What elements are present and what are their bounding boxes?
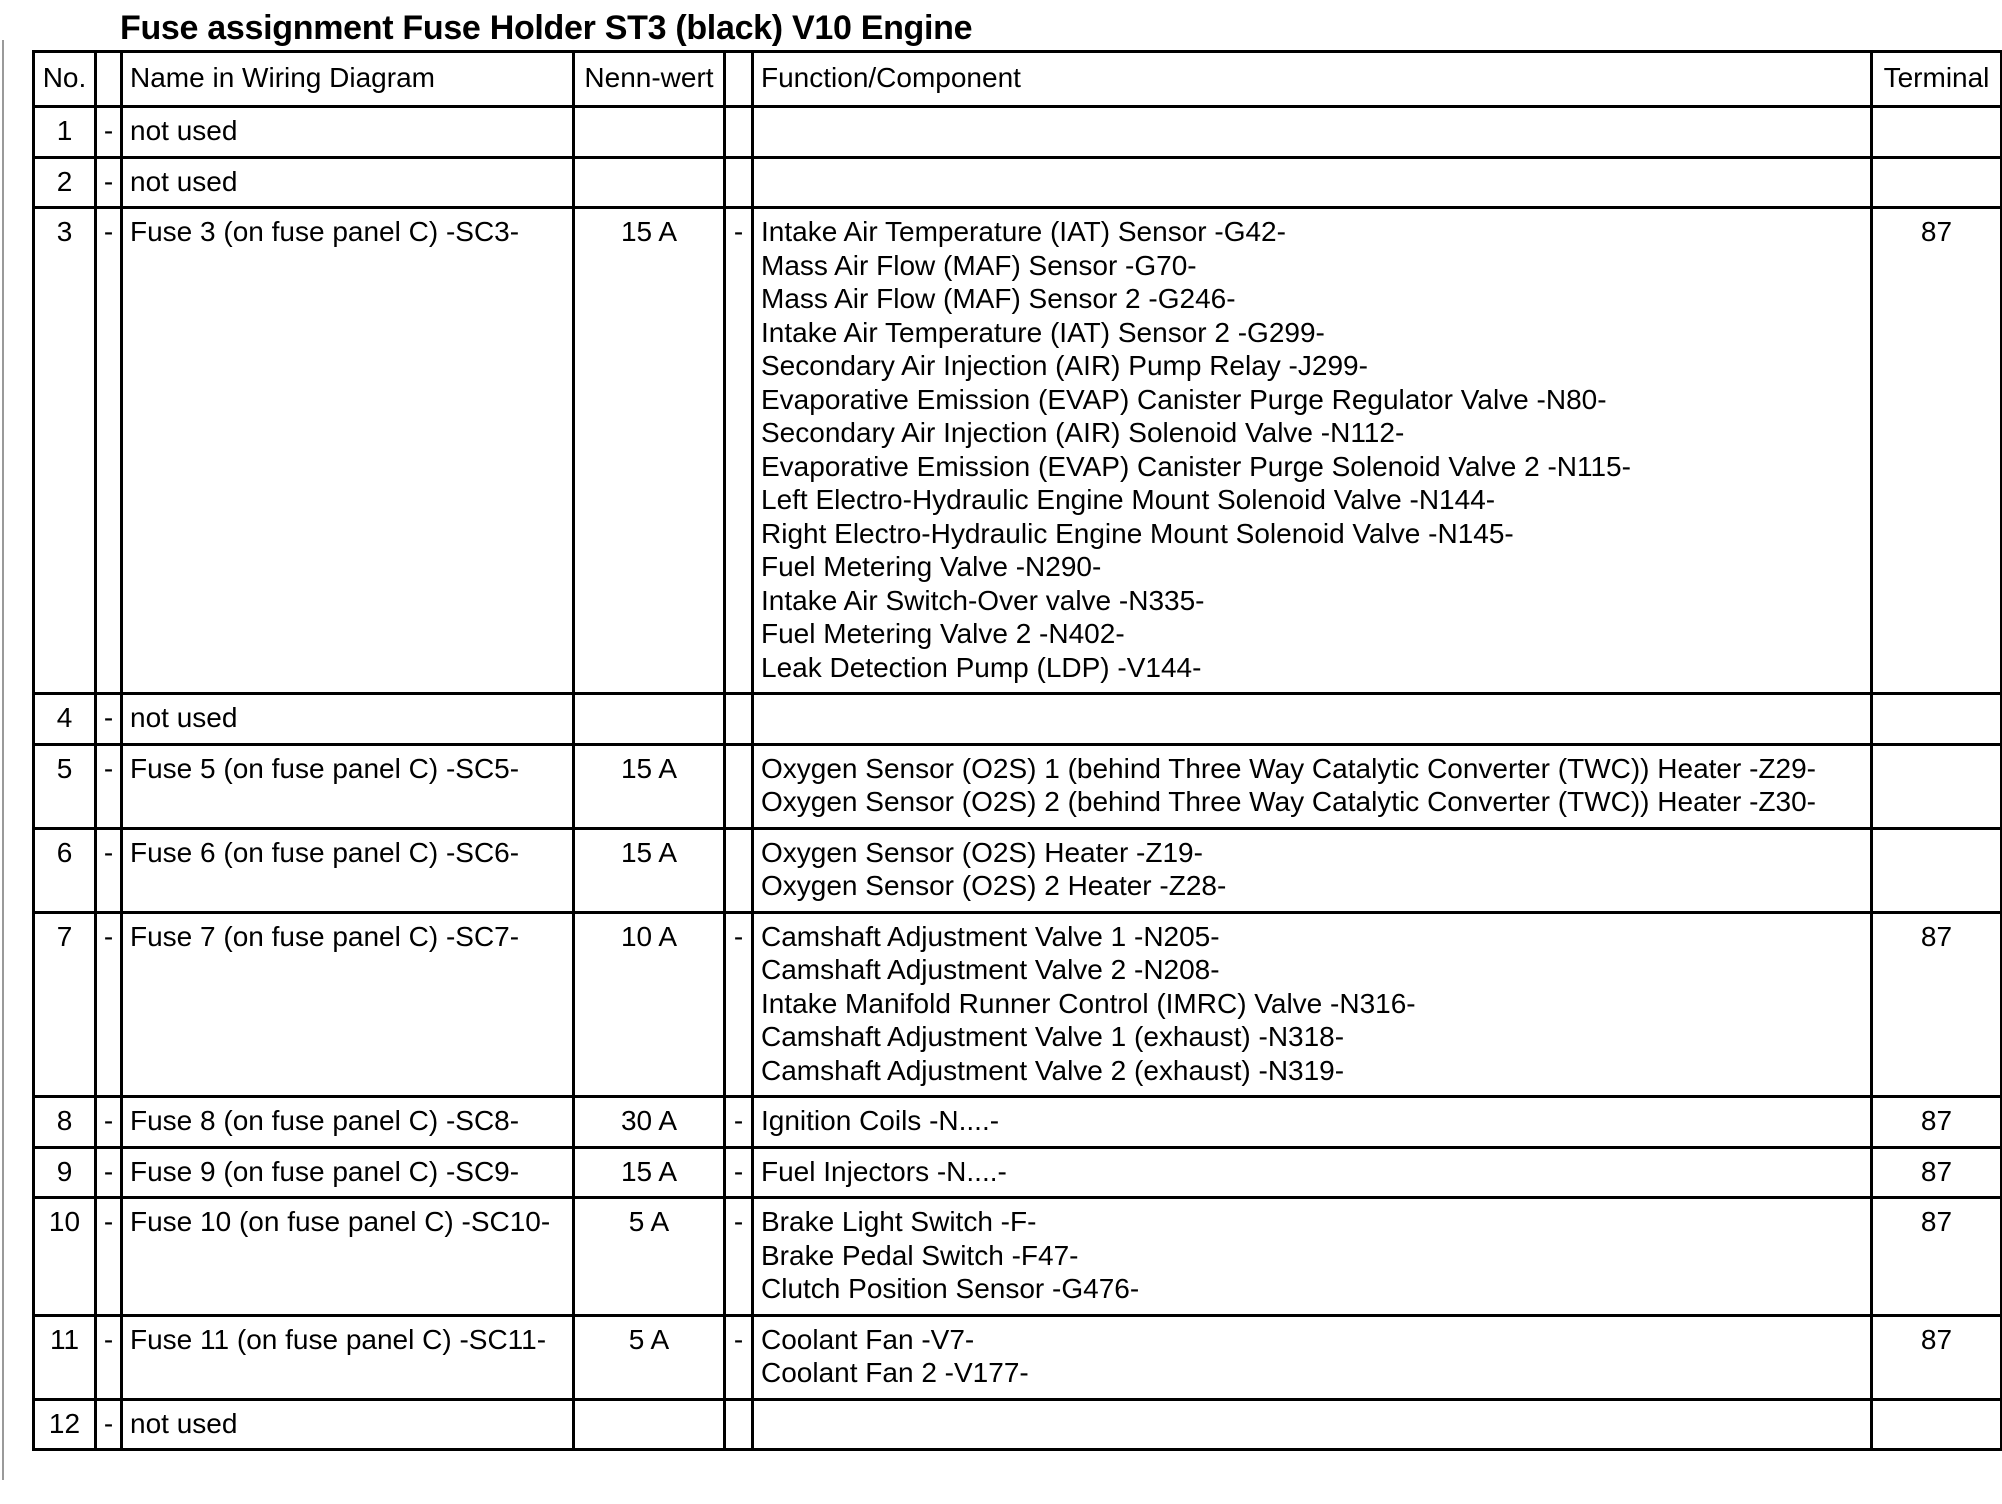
terminal: 87 bbox=[1872, 1097, 2002, 1148]
row-dash-2: - bbox=[725, 208, 753, 694]
terminal: 87 bbox=[1872, 1198, 2002, 1316]
terminal: 87 bbox=[1872, 1147, 2002, 1198]
function-line: Mass Air Flow (MAF) Sensor -G70- bbox=[761, 249, 1197, 281]
function-line: Brake Pedal Switch -F47- bbox=[761, 1239, 1079, 1271]
wiring-diagram-name: not used bbox=[122, 1399, 574, 1450]
function-component bbox=[753, 694, 1872, 745]
function-line: Oxygen Sensor (O2S) Heater -Z19- bbox=[761, 836, 1203, 868]
row-dash-2: - bbox=[725, 1147, 753, 1198]
table-body bbox=[34, 107, 2002, 1450]
table-row bbox=[34, 1399, 2002, 1450]
function-line: Leak Detection Pump (LDP) -V144- bbox=[761, 651, 1202, 683]
header-name: Name in Wiring Diagram bbox=[122, 52, 574, 107]
wiring-diagram-name: Fuse 5 (on fuse panel C) -SC5- bbox=[122, 744, 574, 828]
header-function: Function/Component bbox=[753, 52, 1872, 107]
row-dash-2 bbox=[725, 694, 753, 745]
terminal bbox=[1872, 744, 2002, 828]
function-line: Oxygen Sensor (O2S) 2 (behind Three Way Catalytic Converter (TWC)) Heater -Z30- bbox=[761, 786, 1817, 817]
fuse-number: 12 bbox=[34, 1399, 96, 1450]
function-component bbox=[753, 744, 1872, 828]
fuse-number: 5 bbox=[34, 744, 96, 828]
terminal: 87 bbox=[1872, 912, 2002, 1097]
fuse-number: 6 bbox=[34, 828, 96, 912]
row-dash: - bbox=[96, 1097, 122, 1148]
function-line: Ignition Coils -N....- bbox=[761, 1105, 1000, 1136]
fuse-rating: 15 A bbox=[574, 744, 725, 828]
header-rating: Nenn-wert bbox=[574, 52, 725, 107]
function-line: Intake Air Temperature (IAT) Sensor -G42- bbox=[761, 216, 1286, 247]
row-dash-2: - bbox=[725, 1315, 753, 1399]
table-row bbox=[34, 157, 2002, 208]
function-line: Clutch Position Sensor -G476- bbox=[761, 1273, 1140, 1304]
row-dash: - bbox=[96, 1147, 122, 1198]
function-line: Mass Air Flow (MAF) Sensor 2 -G246- bbox=[761, 283, 1236, 314]
function-line: Left Electro-Hydraulic Engine Mount Solenoid Valve -N144- bbox=[761, 484, 1496, 515]
function-line: Coolant Fan -V7- bbox=[761, 1323, 975, 1355]
row-dash: - bbox=[96, 157, 122, 208]
terminal bbox=[1872, 828, 2002, 912]
row-dash: - bbox=[96, 208, 122, 694]
row-dash: - bbox=[96, 912, 122, 1097]
fuse-rating: 10 A bbox=[574, 912, 725, 1097]
function-line: Intake Manifold Runner Control (IMRC) Valve -N316- bbox=[761, 987, 1416, 1019]
terminal bbox=[1872, 107, 2002, 158]
table-row bbox=[34, 1198, 2002, 1316]
row-dash-2: - bbox=[725, 1097, 753, 1148]
function-line: Brake Light Switch -F- bbox=[761, 1206, 1037, 1237]
row-dash: - bbox=[96, 828, 122, 912]
function-line: Camshaft Adjustment Valve 2 -N208- bbox=[761, 954, 1220, 985]
wiring-diagram-name: Fuse 6 (on fuse panel C) -SC6- bbox=[122, 828, 574, 912]
wiring-diagram-name: Fuse 8 (on fuse panel C) -SC8- bbox=[122, 1097, 574, 1148]
wiring-diagram-name: Fuse 9 (on fuse panel C) -SC9- bbox=[122, 1147, 574, 1198]
row-dash-2 bbox=[725, 744, 753, 828]
fuse-rating: 5 A bbox=[574, 1315, 725, 1399]
function-line: Camshaft Adjustment Valve 2 (exhaust) -N319- bbox=[761, 1054, 1345, 1086]
page-left-rule bbox=[2, 40, 4, 1480]
function-line: Secondary Air Injection (AIR) Solenoid Valve -N112- bbox=[761, 417, 1405, 448]
wiring-diagram-name: not used bbox=[122, 107, 574, 158]
function-component bbox=[753, 1399, 1872, 1450]
function-line: Camshaft Adjustment Valve 1 (exhaust) -N318- bbox=[761, 1021, 1345, 1052]
header-no: No. bbox=[34, 52, 96, 107]
function-component bbox=[753, 912, 1872, 1097]
function-component bbox=[753, 828, 1872, 912]
function-line: Intake Air Switch-Over valve -N335- bbox=[761, 584, 1205, 616]
function-line: Evaporative Emission (EVAP) Canister Purge Solenoid Valve 2 -N115- bbox=[761, 450, 1631, 482]
table-row bbox=[34, 1315, 2002, 1399]
row-dash: - bbox=[96, 1315, 122, 1399]
row-dash: - bbox=[96, 1399, 122, 1450]
header-spacer bbox=[96, 52, 122, 107]
fuse-number: 7 bbox=[34, 912, 96, 1097]
table-row bbox=[34, 828, 2002, 912]
fuse-assignment-table bbox=[32, 50, 2002, 1451]
fuse-number: 11 bbox=[34, 1315, 96, 1399]
fuse-number: 9 bbox=[34, 1147, 96, 1198]
wiring-diagram-name: Fuse 7 (on fuse panel C) -SC7- bbox=[122, 912, 574, 1097]
wiring-diagram-name: Fuse 10 (on fuse panel C) -SC10- bbox=[122, 1198, 574, 1316]
row-dash-2: - bbox=[725, 912, 753, 1097]
function-component bbox=[753, 1315, 1872, 1399]
document-title: Fuse assignment Fuse Holder ST3 (black) V10 Engine bbox=[120, 9, 973, 47]
fuse-number: 4 bbox=[34, 694, 96, 745]
row-dash-2 bbox=[725, 157, 753, 208]
fuse-rating: 5 A bbox=[574, 1198, 725, 1316]
fuse-number: 3 bbox=[34, 208, 96, 694]
wiring-diagram-name: Fuse 3 (on fuse panel C) -SC3- bbox=[122, 208, 574, 694]
fuse-rating: 15 A bbox=[574, 1147, 725, 1198]
function-component bbox=[753, 208, 1872, 694]
function-line: Oxygen Sensor (O2S) 1 (behind Three Way Catalytic Converter (TWC)) Heater -Z29- bbox=[761, 752, 1817, 784]
function-line: Intake Air Temperature (IAT) Sensor 2 -G299- bbox=[761, 316, 1325, 348]
row-dash: - bbox=[96, 107, 122, 158]
terminal: 87 bbox=[1872, 1315, 2002, 1399]
table-row bbox=[34, 1097, 2002, 1148]
row-dash-2: - bbox=[725, 1198, 753, 1316]
fuse-number: 2 bbox=[34, 157, 96, 208]
fuse-rating bbox=[574, 107, 725, 158]
table-row bbox=[34, 208, 2002, 694]
function-line: Right Electro-Hydraulic Engine Mount Solenoid Valve -N145- bbox=[761, 517, 1514, 549]
fuse-number: 10 bbox=[34, 1198, 96, 1316]
terminal bbox=[1872, 157, 2002, 208]
function-line: Fuel Metering Valve -N290- bbox=[761, 551, 1102, 582]
wiring-diagram-name: not used bbox=[122, 157, 574, 208]
fuse-rating: 15 A bbox=[574, 208, 725, 694]
row-dash: - bbox=[96, 694, 122, 745]
function-line: Coolant Fan 2 -V177- bbox=[761, 1357, 1029, 1388]
function-component bbox=[753, 1198, 1872, 1316]
table-row bbox=[34, 1147, 2002, 1198]
header-terminal: Terminal bbox=[1872, 52, 2002, 107]
function-line: Evaporative Emission (EVAP) Canister Purge Regulator Valve -N80- bbox=[761, 383, 1607, 415]
row-dash: - bbox=[96, 1198, 122, 1316]
wiring-diagram-name: not used bbox=[122, 694, 574, 745]
row-dash-2 bbox=[725, 1399, 753, 1450]
table-row bbox=[34, 744, 2002, 828]
fuse-number: 1 bbox=[34, 107, 96, 158]
row-dash: - bbox=[96, 744, 122, 828]
wiring-diagram-name: Fuse 11 (on fuse panel C) -SC11- bbox=[122, 1315, 574, 1399]
fuse-rating: 30 A bbox=[574, 1097, 725, 1148]
fuse-rating bbox=[574, 1399, 725, 1450]
terminal bbox=[1872, 1399, 2002, 1450]
header-spacer-2 bbox=[725, 52, 753, 107]
function-component bbox=[753, 107, 1872, 158]
table-row bbox=[34, 694, 2002, 745]
fuse-rating: 15 A bbox=[574, 828, 725, 912]
table-row bbox=[34, 912, 2002, 1097]
function-line: Fuel Metering Valve 2 -N402- bbox=[761, 618, 1125, 649]
terminal bbox=[1872, 694, 2002, 745]
fuse-rating bbox=[574, 157, 725, 208]
function-component bbox=[753, 1147, 1872, 1198]
function-line: Camshaft Adjustment Valve 1 -N205- bbox=[761, 920, 1220, 952]
function-component bbox=[753, 157, 1872, 208]
table-row bbox=[34, 107, 2002, 158]
function-component bbox=[753, 1097, 1872, 1148]
function-line: Oxygen Sensor (O2S) 2 Heater -Z28- bbox=[761, 870, 1227, 901]
row-dash-2 bbox=[725, 828, 753, 912]
function-line: Secondary Air Injection (AIR) Pump Relay -J299- bbox=[761, 350, 1368, 381]
row-dash-2 bbox=[725, 107, 753, 158]
terminal: 87 bbox=[1872, 208, 2002, 694]
function-line: Fuel Injectors -N....- bbox=[761, 1155, 1007, 1187]
fuse-rating bbox=[574, 694, 725, 745]
fuse-number: 8 bbox=[34, 1097, 96, 1148]
table-header-row bbox=[34, 52, 2002, 107]
